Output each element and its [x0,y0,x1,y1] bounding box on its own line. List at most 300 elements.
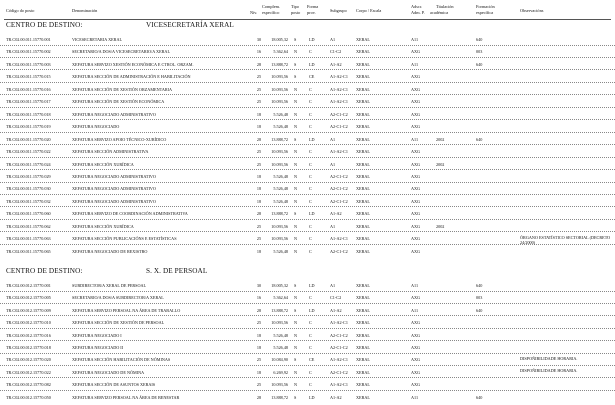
post-adscription: AXG [411,320,421,326]
post-type: N [294,111,298,117]
post-complement: 10.093,56 [271,320,288,326]
post-complement: 5.526,48 [273,198,288,204]
post-complement: 10.093,56 [271,236,288,242]
post-provision-form: C [309,99,312,105]
post-denomination: XEFATURA SERVIZO PERSOAL NA ÁREA DE TRABALLO [72,307,181,313]
table-row [0,197,615,208]
col-adsc-header-2: Adm. P. [411,10,425,15]
post-corps: XERAL [356,173,370,179]
section-heading [6,21,606,30]
table-row [0,35,615,46]
section-heading [6,267,606,276]
post-complement: 10.093,56 [271,382,288,388]
post-denomination: VICESECRETARIA XERAL [72,37,123,42]
post-complement: 5.362,64 [273,49,288,55]
post-provision-form: LD [309,61,315,67]
post-denomination: XEFATURA SERVIZO XESTIÓN ECONÓMICA E CTROL. ORZAM. [72,61,194,67]
col-training-header-1: Formación [476,4,495,9]
post-code: TR.C02.00.011.15770.063 [6,236,51,242]
post-denomination: XEFATURA NEGOCIADO [72,124,120,130]
post-observations: ÓRGANO ESTATÍSTICO SECTORIAL (DECRETO 24/2000) [520,234,611,245]
post-type: N [294,99,298,105]
post-level: 18 [256,369,262,375]
post-corps: XERAL [356,394,370,400]
post-subgroup: A1-A2-C1 [330,382,348,388]
col-titulation-header-1: Titulación [436,4,454,9]
col-type-header-1: Tipo [291,4,299,9]
table-row [0,110,615,121]
post-denomination: XEFATURA NEGOCIADO ADMINISTRATIVO [72,173,156,179]
post-code: TR.C02.00.011.15770.020 [6,136,51,142]
table-row [0,331,615,342]
table-row [0,60,615,71]
post-provision-form: C [309,198,312,204]
post-subgroup: A2-C1-C2 [330,173,348,179]
post-adscription: AXG [411,111,421,117]
post-corps: XERAL [356,198,370,204]
post-level: 25 [256,236,262,242]
post-denomination: XEFATURA SECCIÓN DE XESTIÓN DE PERSOAL [72,320,165,326]
post-code: TR.C02.00.012.15770.001 [6,283,51,288]
post-type: N [294,345,298,350]
post-code: TR.C02.00.011.15770.024 [6,161,51,167]
post-subgroup: A2-C1-C2 [330,186,348,192]
post-corps: XERAL [356,161,370,167]
post-corps: XERAL [356,345,370,350]
post-corps: XERAL [356,236,370,242]
post-subgroup: A2-C1-C2 [330,124,348,130]
col-subgroup-header: Subgrupo [330,8,347,13]
post-denomination: XEFATURA NEGOCIADO ADMINISTRATIVO [72,111,156,117]
post-subgroup: C1-C2 [330,295,342,301]
post-type: N [294,332,298,338]
post-subgroup: A1-A2-C1 [330,320,348,326]
post-denomination: XEFATURA SECCIÓN XURÍDICA [72,223,134,229]
post-adscription: AXG [411,369,421,375]
post-level: 28 [256,394,262,400]
post-corps: XERAL [356,357,370,363]
post-corps: XERAL [356,186,370,192]
post-provision-form: C [309,369,312,375]
post-complement: 5.526,48 [273,332,288,338]
post-adscription: AXG [411,74,421,80]
post-level: 25 [256,357,262,363]
post-code: TR.C02.00.011.15770.032 [6,198,51,204]
post-level: 18 [256,248,262,254]
post-titulation: 2002 [436,161,445,167]
post-corps: XERAL [356,149,370,155]
post-adscription: AXG [411,186,421,192]
post-level: 18 [256,124,262,130]
post-subgroup: A1-A2-C1 [330,99,348,105]
post-type: S [294,74,297,80]
post-subgroup: A1 [330,283,336,288]
post-type: N [294,173,298,179]
post-denomination: XEFATURA NEGOCIADO I [72,332,122,338]
post-denomination: XEFATURA NEGOCIADO DE NÓMINA [72,369,145,375]
table-row [0,47,615,58]
col-code-header: Código do posto [6,8,35,13]
table-row [0,393,615,403]
post-provision-form: C [309,49,312,55]
post-subgroup: A1-A2 [330,394,342,400]
post-level: 25 [256,161,262,167]
post-level: 28 [256,307,262,313]
post-denomination: XEFATURA SECCIÓN ADMINISTRATIVA [72,149,149,155]
table-row [0,160,615,171]
post-complement: 5.526,48 [273,248,288,254]
post-complement: 10.084,90 [271,357,288,363]
col-titulation-header-2: académica [430,10,449,15]
post-level: 28 [256,136,262,142]
post-adscription: AXG [411,236,421,242]
post-level: 18 [256,345,262,350]
section-label: CENTRO DE DESTINO: [6,267,83,275]
post-denomination: XEFATURA NEGOCIADO ADMINISTRATIVO [72,198,156,204]
post-code: TR.C02.00.012.15770.018 [6,345,51,350]
post-type: S [294,394,297,400]
post-adscription: AXG [411,49,421,55]
table-row [0,343,615,354]
post-level: 18 [256,173,262,179]
col-denomination-header: Denominación [72,8,98,13]
col-level-header: Nív. [250,10,258,15]
post-complement: 5.526,48 [273,173,288,179]
post-complement: 18.005,32 [271,37,288,42]
post-subgroup: A1-A2-C1 [330,149,348,155]
post-provision-form: C [309,382,312,388]
post-complement: 5.362,64 [273,295,288,301]
post-complement: 10.093,56 [271,149,288,155]
post-provision-form: C [309,295,312,301]
post-corps: XERAL [356,61,370,67]
post-adscription: AXG [411,198,421,204]
post-complement: 13.888,72 [271,136,288,142]
post-adscription: AXG [411,357,421,363]
post-code: TR.C02.00.012.15770.009 [6,307,51,313]
post-type: N [294,248,298,254]
post-denomination: XEFATURA SECCIÓN HABILITACIÓN DE NÓMINAS [72,357,171,363]
post-type: S [294,357,297,363]
table-row [0,234,615,245]
post-type: N [294,161,298,167]
post-type: N [294,186,298,192]
post-type: N [294,320,298,326]
post-adscription: AXG [411,345,421,350]
post-corps: XERAL [356,295,370,301]
post-training: 640 [476,61,483,67]
post-code: TR.C02.00.011.15770.062 [6,223,51,229]
post-adscription: AXG [411,295,421,301]
table-row [0,355,615,366]
post-code: TR.C02.00.012.15770.050 [6,394,51,400]
post-provision-form: C [309,236,312,242]
post-provision-form: C [309,320,312,326]
post-code: TR.C02.00.011.15770.016 [6,86,51,92]
post-complement: 5.526,48 [273,345,288,350]
post-corps: XERAL [356,307,370,313]
post-adscription: AXG [411,173,421,179]
post-subgroup: A1-A2 [330,307,342,313]
post-observations: DISPOÑIBILIDADE HORARIA. [520,368,578,374]
section-name: S. X. DE PERSOAL [146,267,208,275]
post-level: 30 [256,283,262,288]
col-observations-header: Observacións [520,8,544,13]
table-row [0,147,615,158]
col-corps-header: Corpo / Escala [356,8,382,13]
post-provision-form: LD [309,283,315,288]
post-denomination: XEFATURA SERVIZO PERSOAL NA ÁREA DE BENESTAR [72,394,180,400]
table-row [0,368,615,379]
post-complement: 13.888,72 [271,394,288,400]
post-level: 16 [256,295,262,301]
post-level: 25 [256,382,262,388]
post-adscription: A11 [411,307,419,313]
post-complement: 5.526,48 [273,124,288,130]
post-provision-form: CE [309,74,315,80]
post-code: TR.C02.00.012.15770.005 [6,295,51,301]
post-provision-form: LD [309,307,315,313]
post-code: TR.C02.00.012.15770.022 [6,369,51,375]
post-adscription: AXG [411,248,421,254]
post-level: 25 [256,320,262,326]
post-corps: XERAL [356,332,370,338]
post-level: 18 [256,198,262,204]
post-training: 640 [476,394,483,400]
post-subgroup: A2-C1-C2 [330,248,348,254]
post-corps: XERAL [356,248,370,254]
post-type: S [294,307,297,313]
section-label: CENTRO DE DESTINO: [6,21,83,29]
table-row [0,293,615,304]
post-training: 640 [476,307,483,313]
post-type: N [294,124,298,130]
post-provision-form: LD [309,136,315,142]
col-type-header-2: posto [291,10,301,15]
post-corps: XERAL [356,86,370,92]
col-form-header-2: prov. [307,10,316,15]
post-complement: 10.093,56 [271,161,288,167]
post-complement: 5.526,48 [273,186,288,192]
post-subgroup: A1 [330,136,336,142]
section-name: VICESECRETARÍA XERAL [146,21,234,29]
post-provision-form: C [309,248,312,254]
post-adscription: AXG [411,161,421,167]
post-denomination: XEFATURA SECCIÓN PUBLICACIÓNS E ESTATÍSTICAS [72,236,177,242]
post-type: N [294,295,298,301]
post-subgroup: A1-A2-C1 [330,236,348,242]
post-adscription: AXG [411,223,421,229]
post-adscription: AXG [411,382,421,388]
post-level: 25 [256,74,262,80]
post-subgroup: A1-A2-C1 [330,86,348,92]
post-denomination: XEFATURA NEGOCIADO II [72,345,124,350]
post-type: N [294,382,298,388]
post-provision-form: C [309,149,312,155]
table-row [0,72,615,83]
post-corps: XERAL [356,111,370,117]
post-complement: 10.093,56 [271,74,288,80]
post-complement: 6.269,92 [273,369,288,375]
post-code: TR.C02.00.011.15770.022 [6,149,51,155]
post-adscription: AXG [411,149,421,155]
table-row [0,209,615,220]
post-titulation: 2002 [436,223,445,229]
post-training: 003 [476,295,483,301]
post-provision-form: C [309,345,312,350]
post-code: TR.C02.00.012.15770.020 [6,357,51,363]
table-row [0,380,615,391]
post-subgroup: A1-A2 [330,61,342,67]
post-corps: XERAL [356,283,370,288]
post-adscription: A11 [411,136,419,142]
post-level: 18 [256,332,262,338]
post-type: N [294,86,298,92]
post-level: 25 [256,223,262,229]
table-row [0,122,615,133]
table-row [0,135,615,146]
post-subgroup: A2-C1-C2 [330,198,348,204]
post-denomination: XEFATURA SERVIZO APOIO TÉCNICO-XURÍDICO [72,136,167,142]
table-row [0,184,615,195]
post-provision-form: C [309,161,312,167]
post-subgroup: A1 [330,223,336,229]
table-row [0,85,615,96]
post-denomination: XEFATURA SECCIÓN XURÍDICA [72,161,134,167]
post-subgroup: A2-C1-C2 [330,345,348,350]
post-adscription: AXG [411,124,421,130]
post-corps: XERAL [356,211,370,217]
post-subgroup: A1 [330,161,336,167]
post-type: N [294,49,298,55]
post-type: N [294,236,298,242]
post-provision-form: LD [309,394,315,400]
post-adscription: AXG [411,99,421,105]
post-complement: 10.093,56 [271,86,288,92]
post-code: TR.C02.00.012.15770.010 [6,320,51,326]
post-corps: XERAL [356,320,370,326]
post-code: TR.C02.00.011.15770.030 [6,186,51,192]
post-complement: 10.093,56 [271,99,288,105]
post-denomination: SECRETARIO/A DOS/A VICESECRETARIO/A XERAL [72,49,171,55]
post-code: TR.C02.00.011.15770.015 [6,74,51,80]
post-subgroup: A2-C1-C2 [330,369,348,375]
post-adscription: AXG [411,332,421,338]
post-provision-form: C [309,332,312,338]
post-subgroup: C1-C2 [330,49,342,55]
post-denomination: SUBDIRECTOR/A XERAL DE PERSOAL [72,283,147,288]
post-type: N [294,198,298,204]
post-provision-form: C [309,111,312,117]
post-adscription: A11 [411,61,419,67]
post-code: TR.C02.00.012.15770.016 [6,332,51,338]
col-training-header-2: específica [476,10,494,15]
post-corps: XERAL [356,37,370,42]
post-level: 28 [256,61,262,67]
post-type: S [294,283,297,288]
post-type: N [294,149,298,155]
post-corps: XERAL [356,382,370,388]
header-rule [4,19,611,20]
post-level: 25 [256,149,262,155]
post-level: 18 [256,111,262,117]
post-denomination: SECRETARIO/A DOS/A SUBDIRECTOR/A XERAL [72,295,164,301]
post-denomination: XEFATURA SECCIÓN DE XESTIÓN ECONÓMICA [72,99,165,105]
post-adscription: A11 [411,283,419,288]
col-complement-header-2: específico [262,10,280,15]
post-denomination: XEFATURA NEGOCIADO DE REXISTRO [72,248,148,254]
post-type: S [294,211,297,217]
post-corps: XERAL [356,74,370,80]
post-complement: 13.888,72 [271,211,288,217]
post-corps: XERAL [356,223,370,229]
post-complement: 5.526,48 [273,111,288,117]
post-adscription: A11 [411,37,419,42]
post-level: 25 [256,86,262,92]
post-subgroup: A2-C1-C2 [330,111,348,117]
post-denomination: XEFATURA SERVIZO DE COORDINACIÓN ADMINISTRATIVA [72,211,188,217]
post-denomination: XEFATURA SECCIÓN DE ASUNTOS XERAIS [72,382,156,388]
post-code: TR.C02.00.011.15770.017 [6,99,51,105]
post-provision-form: CE [309,357,315,363]
post-type: N [294,223,298,229]
post-code: TR.C02.00.011.15770.001 [6,37,51,42]
post-provision-form: LD [309,211,315,217]
post-provision-form: C [309,124,312,130]
post-corps: XERAL [356,49,370,55]
post-denomination: XEFATURA SECCIÓN DE XESTIÓN ORZAMENTARIA [72,86,173,92]
post-subgroup: A1-A2-C1 [330,357,348,363]
post-observations: DISPOÑIBILIDADE HORARIA. [520,355,578,361]
post-adscription: AXG [411,211,421,217]
post-training: 640 [476,37,483,42]
col-adsc-header-1: Adscr. [411,4,423,9]
col-complement-header-1: Complem. [262,4,281,9]
post-level: 28 [256,211,262,217]
post-level: 25 [256,99,262,105]
post-provision-form: C [309,173,312,179]
post-adscription: AXG [411,86,421,92]
post-provision-form: C [309,223,312,229]
post-titulation: 2002 [436,136,445,142]
post-type: S [294,136,297,142]
post-corps: XERAL [356,124,370,130]
post-code: TR.C02.00.011.15770.018 [6,111,51,117]
post-subgroup: A1 [330,37,336,42]
table-row [0,172,615,183]
table-row [0,281,615,292]
post-code: TR.C02.00.012.15770.082 [6,382,51,388]
post-complement: 13.888,72 [271,307,288,313]
post-denomination: XEFATURA NEGOCIADO ADMINISTRATIVO [72,186,156,192]
col-form-header-1: Forma [307,4,319,9]
table-row [0,318,615,329]
post-provision-form: C [309,186,312,192]
post-code: TR.C02.00.011.15770.002 [6,49,51,55]
table-row [0,247,615,257]
post-type: S [294,37,297,42]
post-training: 640 [476,136,483,142]
post-corps: XERAL [356,136,370,142]
post-denomination: XEFATURA SECCIÓN DE ADMINISTRACIÓN E HABILITACIÓN [72,74,191,80]
post-provision-form: LD [309,37,315,42]
post-level: 16 [256,49,262,55]
post-complement: 13.888,72 [271,61,288,67]
post-code: TR.C02.00.011.15770.019 [6,124,51,130]
post-code: TR.C02.00.011.15770.003 [6,61,51,67]
post-code: TR.C02.00.011.15770.029 [6,173,51,179]
post-level: 18 [256,186,262,192]
